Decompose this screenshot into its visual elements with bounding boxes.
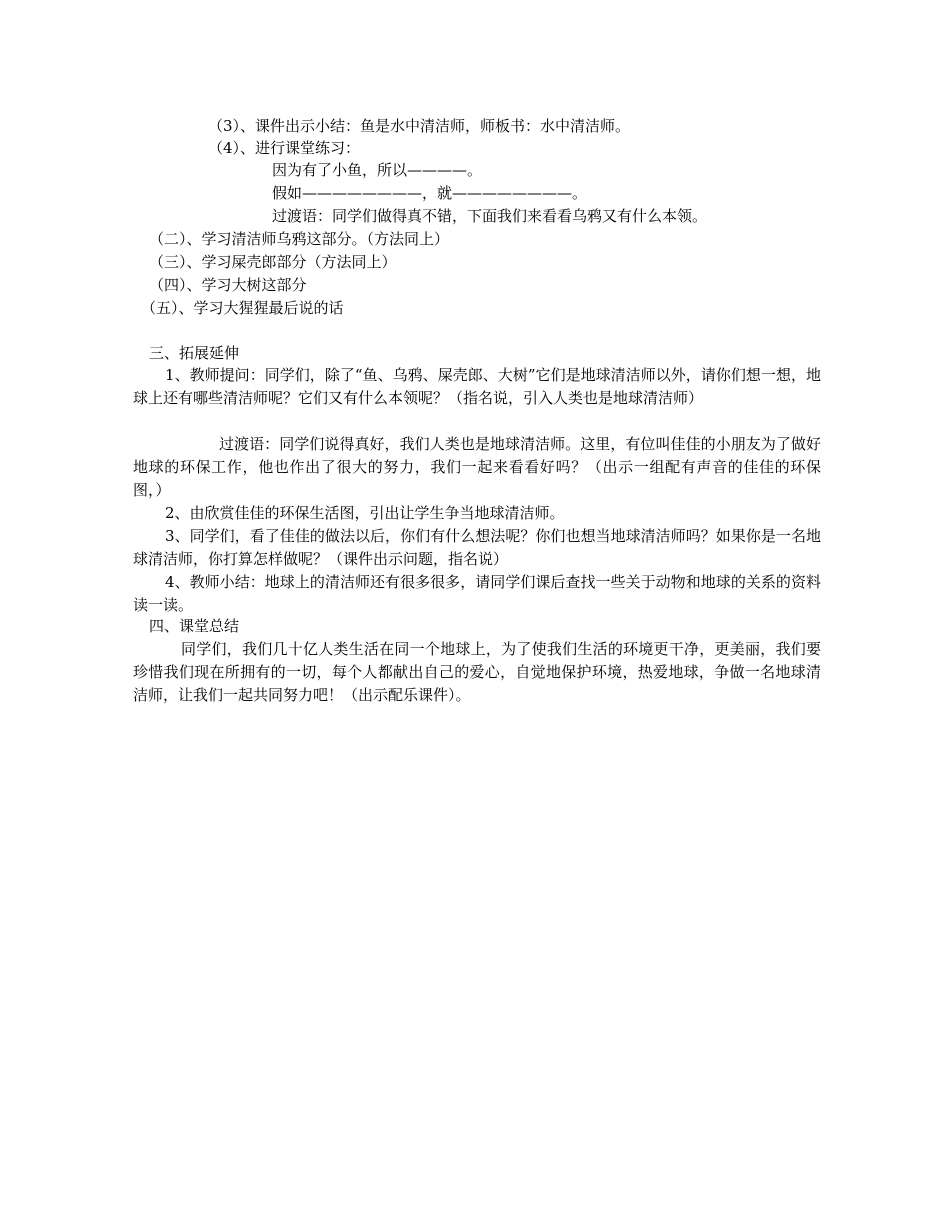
practice-sentence-1: 因为有了小鱼，所以————。 — [272, 161, 483, 179]
section-3-heading: 三、拓展延伸 — [149, 344, 240, 362]
practice-sentence-2: 假如————————，就————————。 — [272, 184, 588, 202]
section-4-paragraph: 同学们，我们几十亿人类生活在同一个地球上，为了使我们生活的环境更干净，更美丽，我们要珍惜我们现在所拥有的一切，每个人都献出自己的爱心，自觉地保护环境，热爱地球，争做一名地球清洁师，让我们一起共同努力吧！（出示配乐课件）。 — [133, 640, 821, 704]
part-3-dung-beetle: （三）、学习屎壳郎部分（方法同上） — [149, 253, 397, 271]
section-3-transition: 过渡语：同学们说得真好，我们人类也是地球清洁师。这里，有位叫佳佳的小朋友为了做好地球的环保工作，他也作出了很大的努力，我们一起来看看好吗？（出示一组配有声音的佳佳的环保图，） — [133, 435, 821, 499]
section-3-paragraph-4: 4、教师小结：地球上的清洁师还有很多很多，请同学们课后查找一些关于动物和地球的关系的资料读一读。 — [133, 573, 821, 614]
section-3-paragraph-1: 1、教师提问：同学们，除了“鱼、乌鸦、屎壳郎、大树”它们是地球清洁师以外，请你们想一想，地球上还有哪些清洁师呢？它们又有什么本领呢？（指名说，引入人类也是地球清洁师） — [133, 366, 821, 407]
step-3-summary: （3）、课件出示小结：鱼是水中清洁师，师板书：水中清洁师。 — [208, 117, 631, 135]
part-4-tree: （四）、学习大树这部分 — [149, 276, 307, 294]
part-5-gorilla: （五）、学习大猩猩最后说的话 — [141, 299, 344, 317]
section-3-paragraph-3: 3、同学们，看了佳佳的做法以后，你们有什么想法呢？你们也想当地球清洁师吗？如果你是一名地球清洁师，你打算怎样做呢？（课件出示问题，指名说） — [133, 527, 821, 568]
transition-line: 过渡语：同学们做得真不错，下面我们来看看乌鸦又有什么本领。 — [272, 207, 708, 225]
part-2-crow: （二）、学习清洁师乌鸦这部分。（方法同上） — [149, 230, 450, 248]
section-3-paragraph-2: 2、由欣赏佳佳的环保生活图，引出让学生争当地球清洁师。 — [165, 504, 565, 522]
step-4-practice: （4）、进行课堂练习： — [208, 139, 361, 157]
section-4-heading: 四、课堂总结 — [149, 617, 240, 635]
